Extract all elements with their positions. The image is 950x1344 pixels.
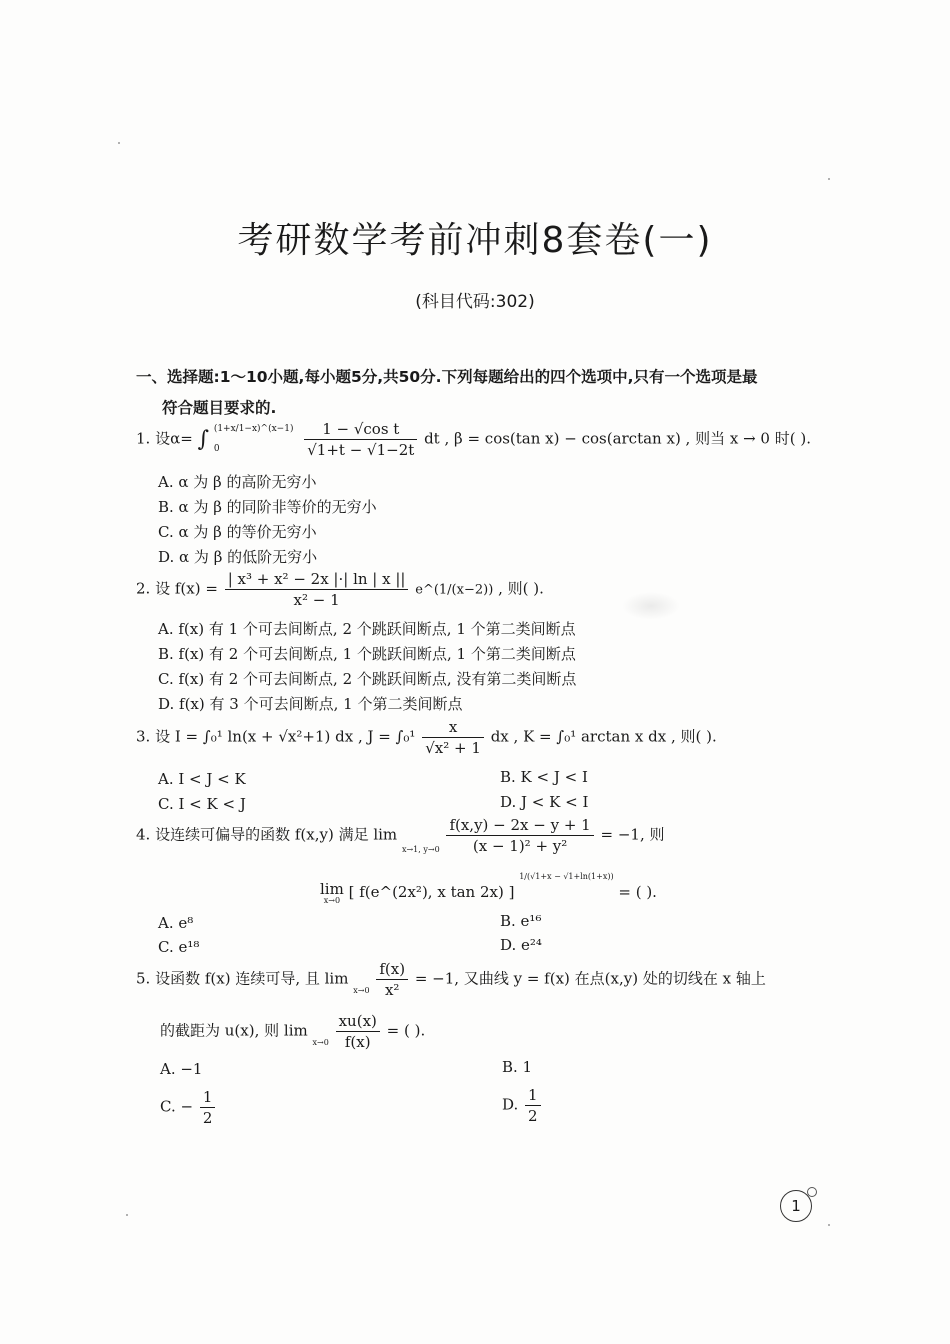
question-3-stem: [136, 718, 717, 757]
question-4-line2: [320, 872, 657, 905]
q3-option-a: A. I < J < K: [158, 770, 246, 788]
question-4-stem: [136, 816, 665, 855]
q3-stem-suffix: dx , K = ∫₀¹ arctan x dx , 则( ).: [490, 727, 717, 746]
q2-exp: e^(1/(x−2)): [415, 582, 494, 598]
q5-option-c-den: 2: [202, 1109, 213, 1127]
q2-fraction: [225, 570, 409, 609]
q5-option-b: B. 1: [502, 1058, 533, 1076]
q5-line2-tail: = ( ).: [386, 1021, 426, 1040]
question-5-line2: [160, 1012, 425, 1051]
q4-option-b: B. e¹⁶: [500, 912, 542, 930]
q4-line2-exp: 1/(√1+x − √1+ln(1+x)): [519, 872, 614, 881]
q4-lim-sub-text: x→1, y→0: [401, 844, 440, 854]
scan-speck: [828, 178, 830, 180]
q3-fraction: [422, 718, 484, 757]
q4-frac-num: f(x,y) − 2x − y + 1: [446, 816, 593, 836]
page-subtitle: (科目代码:302): [415, 292, 535, 312]
q4-line2-tail: = ( ).: [618, 883, 657, 901]
q2-frac-num: | x³ + x² − 2x |·| ln | x ||: [225, 570, 409, 590]
q3-option-b: B. K < J < I: [500, 768, 588, 786]
q1-option-d: D. α 为 β 的低阶无穷小: [158, 548, 318, 566]
q1-option-c: C. α 为 β 的等价无穷小: [158, 523, 317, 541]
scan-speck: [828, 1224, 830, 1226]
q5-line2-lim: [313, 1017, 329, 1047]
q5-option-c: [160, 1088, 217, 1127]
q5-line2-prefix: 的截距为 u(x), 则 lim: [160, 1021, 308, 1040]
q5-fraction: [376, 960, 408, 999]
q4-line2-lim-sub: x→0: [323, 895, 341, 905]
q2-option-c: C. f(x) 有 2 个可去间断点, 2 个跳跃间断点, 没有第二类间断点: [158, 670, 577, 688]
q5-line2-fraction: [336, 1012, 380, 1051]
q1-frac-den: √1+t − √1−2t: [307, 441, 415, 459]
q5-option-c-fraction: [200, 1088, 216, 1127]
q3-frac-num: x: [422, 718, 484, 738]
section-header-line2: 符合题目要求的.: [162, 399, 277, 417]
q5-lim-sub: [353, 965, 369, 995]
question-5-stem: [136, 960, 766, 999]
q5-option-d-fraction: [525, 1086, 541, 1125]
q2-option-a: A. f(x) 有 1 个可去间断点, 2 个跳跃间断点, 1 个第二类间断点: [158, 620, 576, 638]
q5-option-d-prefix: D.: [502, 1095, 524, 1114]
q5-stem-prefix: 5. 设函数 f(x) 连续可导, 且 lim: [136, 969, 349, 988]
q5-option-d-den: 2: [528, 1107, 538, 1125]
q2-option-d: D. f(x) 有 3 个可去间断点, 1 个第二类间断点: [158, 695, 463, 713]
q5-option-c-num: 1: [200, 1088, 216, 1108]
page-number-badge: 1: [780, 1190, 812, 1222]
q4-lim-sub: [402, 818, 440, 854]
q4-line2-body: [ f(e^(2x²), x tan 2x) ]: [348, 883, 515, 901]
q1-option-a: A. α 为 β 的高阶无穷小: [158, 473, 317, 491]
q3-option-c: C. I < K < J: [158, 795, 246, 813]
q5-line2-lim-sub: x→0: [312, 1037, 329, 1047]
q3-frac-den: √x² + 1: [425, 739, 481, 757]
q5-option-d-num: 1: [525, 1086, 541, 1106]
q4-fraction: [446, 816, 593, 855]
question-2-stem: [136, 570, 544, 609]
q4-option-a: A. e⁸: [158, 914, 194, 932]
scan-speck: [126, 1214, 128, 1216]
q5-line2-frac-num: xu(x): [336, 1012, 380, 1032]
q2-frac-den: x² − 1: [293, 591, 340, 609]
q4-line2-lim: [320, 879, 344, 905]
q4-line2-lim-word: lim: [320, 879, 344, 898]
q1-stem-prefix: 1. 设α=: [136, 429, 193, 448]
q4-option-c: C. e¹⁸: [158, 938, 200, 956]
q1-frac-num: 1 − √cos t: [304, 420, 417, 440]
q4-frac-den: (x − 1)² + y²: [472, 837, 568, 855]
q1-option-b: B. α 为 β 的同阶非等价的无穷小: [158, 498, 377, 516]
q1-stem-suffix: dt , β = cos(tan x) − cos(arctan x) , 则当 x → 0 时( ).: [424, 429, 811, 448]
question-1-stem: [136, 420, 811, 459]
q5-stem-suffix: = −1, 又曲线 y = f(x) 在点(x,y) 处的切线在 x 轴上: [414, 969, 766, 988]
q5-option-d: [502, 1086, 543, 1125]
q4-stem-prefix: 4. 设连续可偏导的函数 f(x,y) 满足 lim: [136, 825, 398, 844]
q5-option-c-prefix: C. −: [160, 1097, 194, 1116]
q5-option-a: A. −1: [160, 1060, 203, 1078]
q3-option-d: D. J < K < I: [500, 793, 589, 811]
q2-stem-prefix: 2. 设 f(x) =: [136, 579, 218, 598]
q1-fraction: [304, 420, 417, 459]
q5-line2-frac-den: f(x): [344, 1033, 371, 1051]
scan-smudge: [622, 592, 680, 620]
q2-stem-suffix: , 则( ).: [498, 579, 544, 598]
page-title: 考研数学考前冲刺8套卷(一): [237, 220, 713, 261]
q1-int-lower: 0: [213, 443, 220, 454]
integral-sign: ∫: [197, 427, 210, 452]
q4-stem-suffix: = −1, 则: [600, 825, 665, 844]
integral-limits: [214, 425, 294, 455]
q5-lim-sub-text: x→0: [353, 985, 370, 995]
q4-option-d: D. e²⁴: [500, 936, 542, 954]
scan-speck: [118, 142, 120, 144]
q2-option-b: B. f(x) 有 2 个可去间断点, 1 个跳跃间断点, 1 个第二类间断点: [158, 645, 576, 663]
q5-frac-num: f(x): [376, 960, 408, 980]
q1-int-upper: (1+x/1−x)^(x−1): [213, 423, 294, 434]
q5-frac-den: x²: [384, 981, 400, 999]
q3-stem-prefix: 3. 设 I = ∫₀¹ ln(x + √x²+1) dx , J = ∫₀¹: [136, 727, 416, 746]
section-header-line1: 一、选择题:1～10小题,每小题5分,共50分.下列每题给出的四个选项中,只有一个选项是最: [136, 368, 758, 386]
section-header: [136, 362, 826, 424]
